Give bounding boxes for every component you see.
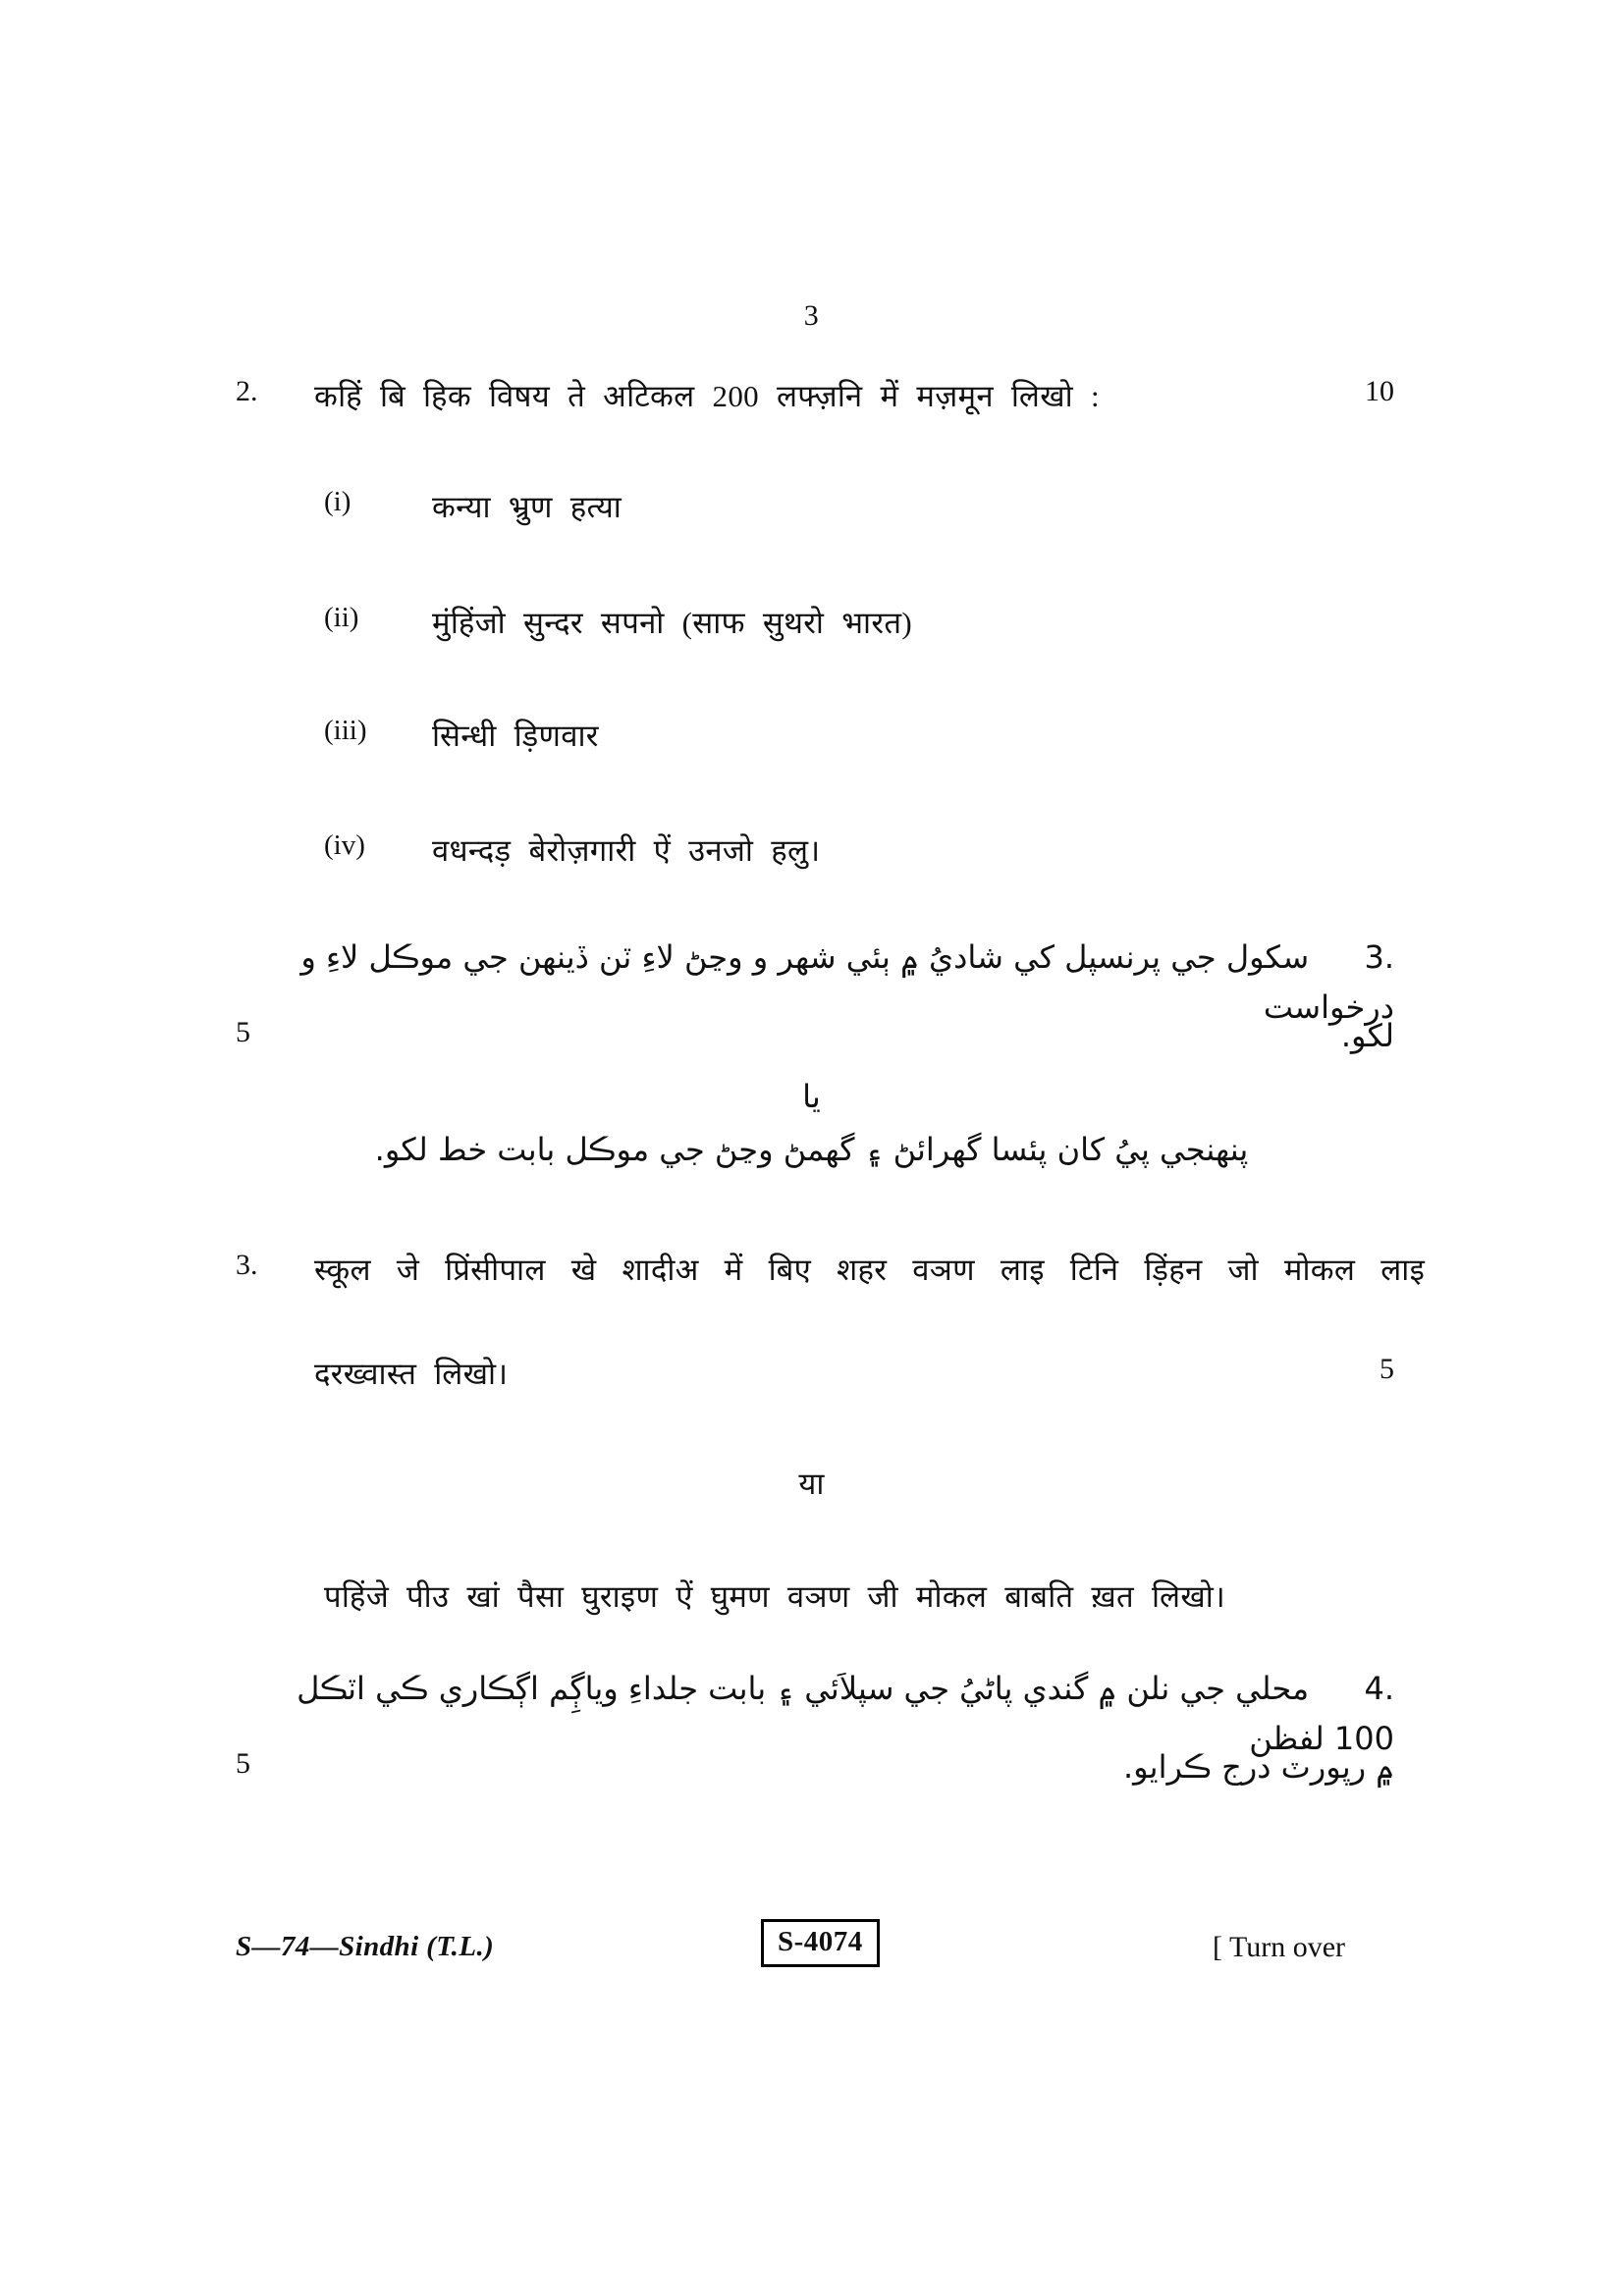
- item-label: (iii): [324, 715, 367, 746]
- page-number: 3: [803, 299, 820, 332]
- item-label: (ii): [324, 602, 359, 633]
- footer-boxed-code: S-4074: [761, 1919, 880, 1967]
- question-3-arabic-number: .3: [1364, 938, 1394, 976]
- item-text: वधन्दड़ बेरोज़गारी ऐं उनजो हलु।: [432, 833, 821, 868]
- question-2-marks: 10: [1365, 375, 1394, 407]
- item-text: सिन्धी ड़िणवार: [432, 719, 599, 753]
- item-text: मुंहिंजो सुन्दर सपनो (साफ सुथरो भारत): [432, 606, 912, 640]
- question-3-arabic-marks: 5: [236, 1016, 250, 1048]
- item-label: (iv): [324, 829, 365, 861]
- question-4-arabic-line2: ۾ رپورٽ درج ڪرايو.: [1122, 1748, 1394, 1786]
- question-3-hindi-marks: 5: [1380, 1353, 1394, 1385]
- question-2-item-iv: [324, 829, 820, 871]
- question-4-arabic-marks: 5: [236, 1747, 250, 1780]
- footer-paper-code: S—74—Sindhi (T.L.): [236, 1931, 495, 1962]
- question-3-hindi-number: 3.: [236, 1249, 258, 1281]
- question-3-hindi-or: या: [798, 1467, 825, 1501]
- question-3-hindi-row: [236, 1249, 1426, 1293]
- question-2-row: [236, 375, 1394, 419]
- question-3-hindi-line2-row: [314, 1353, 1394, 1397]
- question-3-hindi-line1: स्कूल जे प्रिंसीपाल खे शादीअ में बिए शहर वञण लाइ टिनि ड़िंहन जो मोकल लाइ: [314, 1253, 1426, 1287]
- question-4-arabic-line2-wrapper: [236, 1742, 1394, 1792]
- question-3-arabic-line1: سکول جي پرنسپل کي شاديُ ۾ ٻئي شهر و وڃڻ لاءِ ٽن ڏينهن جي موڪل لاءِ و درخواست: [300, 938, 1394, 1027]
- question-4-arabic-line1: محلي جي نلن ۾ گندي پاڻيُ جي سپلاَئي ۽ بابت جلداءِ وياڳِم اڳڪاري ڪي اٽڪل 100 لفظن: [297, 1670, 1394, 1758]
- question-2-item-ii: [324, 602, 912, 643]
- item-text: कन्या भ्रुण हत्या: [432, 490, 622, 524]
- question-3-arabic-alternative: پنهنجي پيُ کان پئسا گهرائڻ ۽ گهمڻ وڃڻ جي موڪل بابت خط لکو.: [374, 1131, 1249, 1168]
- question-3-hindi-alternative-row: [324, 1575, 1404, 1620]
- question-3-arabic-or: يا: [802, 1078, 821, 1115]
- page-footer: [0, 1919, 1623, 1998]
- question-2-item-i: [324, 486, 622, 527]
- question-3-arabic-line2: لکو.: [1340, 1017, 1394, 1054]
- question-3-arabic-line2-wrapper: [236, 1011, 1394, 1061]
- question-3-hindi-line2: दरख्वास्त लिखो।: [314, 1357, 509, 1391]
- item-label: (i): [324, 486, 352, 517]
- question-2-number: 2.: [236, 375, 258, 407]
- footer-turn-over: [ Turn over: [1213, 1931, 1346, 1963]
- question-2-item-iii: [324, 715, 599, 756]
- question-3-hindi-alternative: पहिंजे पीउ खां पैसा घुराइण ऐं घुमण वञण जी मोकल बाबति ख़त लिखो।: [324, 1579, 1226, 1614]
- question-4-arabic-number: .4: [1364, 1670, 1394, 1707]
- question-2-prompt: कहिं बि हिक विषय ते अटिकल 200 लफ्ज़नि में मज़मून लिखो :: [314, 379, 1100, 413]
